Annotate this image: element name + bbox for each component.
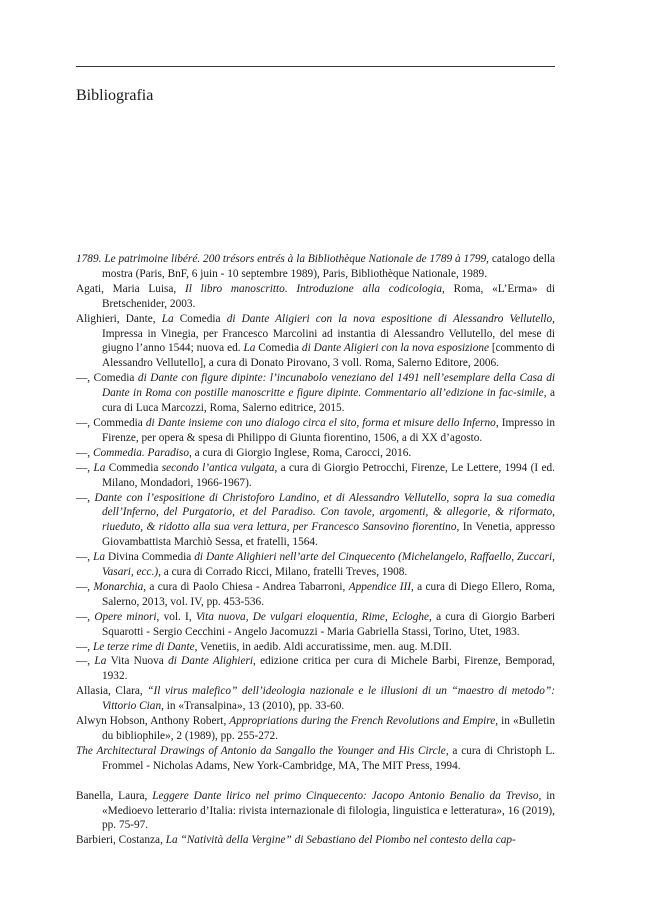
entry-text: , in «Bulletin du bibliophile», 2 (1989), pp. 255-272. <box>102 715 555 742</box>
entry-text: , edizione critica per cura di Michele Barbi, Firenze, Bemporad, 1932. <box>102 655 555 683</box>
entry-italic-text: Opere minori <box>94 610 157 623</box>
entry-text: Commedia <box>93 416 143 429</box>
entry-italic-text: di Dante con figure dipinte: l’incunabolo veneziano del 1491 nell’esemplare della Casa di Dante in Roma con postille manoscritte e figure dipinte. Commentario all’edizione in fac-simile <box>102 372 555 400</box>
bibliography-entry <box>76 550 555 580</box>
entry-text: , In Venetia, appresso Giovambattista Marchiò Sessa, et fratelli, 1564. <box>102 521 556 549</box>
bibliography-entry <box>76 610 555 640</box>
entry-text: —, <box>76 610 95 623</box>
bibliography-entry <box>76 252 555 282</box>
entry-text: Alwyn Hobson, Anthony Robert, <box>76 715 230 728</box>
entry-italic-text: secondo l’antica vulgata <box>158 461 275 474</box>
entry-italic-text: La “Natività della Vergine” di Sebastiano del Piombo nel contesto della cap- <box>165 834 516 847</box>
entry-italic-text: Commedia. Paradiso <box>92 446 189 459</box>
entry-text: , Venetiis, in aedib. Aldi accuratissime, men. aug. M.DII. <box>194 640 452 653</box>
entry-text: Comedia <box>179 312 221 325</box>
bibliography-entry <box>76 654 555 684</box>
entry-text: Alighieri, Dante, <box>76 312 162 325</box>
entry-text: Vita Nuova <box>110 655 164 668</box>
entry-text: Comedia <box>258 342 300 355</box>
entry-italic-text: La <box>93 461 109 474</box>
header-rule <box>76 66 555 67</box>
entry-text: , Impresso in Firenze, per opera & spesa di Philippo di Giunta fiorentino, 1506, a di XX d’agosto. <box>102 416 555 444</box>
entry-italic-text: di Dante insieme con uno dialogo circa el sito, forma et misure dello Inferno <box>142 416 496 429</box>
entry-italic-text: Le terze rime di Dante <box>92 640 195 653</box>
bibliography-entry <box>76 714 555 744</box>
entry-italic-text: di Dante Alighieri <box>163 655 253 668</box>
entry-text: , a cura di Luca Marcozzi, Roma, Salerno editrice, 2015. <box>102 387 555 415</box>
bibliography-entry <box>76 640 555 655</box>
entry-italic-text: Leggere Dante lirico nel primo Cinquecento: Jacopo Antonio Benalio da Treviso <box>152 789 539 802</box>
entry-italic-text: Appendice III <box>348 580 411 593</box>
entry-text: —, <box>76 491 95 504</box>
entry-italic-text: La <box>161 312 180 325</box>
entry-text: , a cura di Paolo Chiesa - Andrea Tabarroni, <box>143 580 349 593</box>
entry-text: Banella, Laura, <box>76 789 153 802</box>
entry-text: —, <box>76 446 93 459</box>
entry-text: —, <box>76 551 94 564</box>
entry-text: , a cura di Corrado Ricci, Milano, fratelli Treves, 1908. <box>158 566 408 579</box>
entry-text: , in «Medioevo letterario d’Italia: rivista internazionale di filologia, linguistica e letteratura», 16 (2019), pp. 75-97. <box>102 789 556 832</box>
entry-italic-text: Vita nuova, De vulgari eloquentia, Rime, Ecloghe <box>195 610 430 623</box>
bibliography-entry <box>76 312 555 372</box>
entry-italic-text: di Dante Alighieri nell’arte del Cinquecento (Michelangelo, Raffaello, Zuccari, Vasari, ecc.) <box>102 551 555 579</box>
entry-text: —, <box>76 461 94 474</box>
bibliography-entry <box>76 461 555 491</box>
bibliography-list <box>76 252 555 848</box>
entry-text: —, <box>76 580 94 593</box>
entry-text: , a cura di Giorgio Barberi Squarotti - Sergio Cecchini - Angelo Jacomuzzi - Maria Gabriella Stassi, Torino, Utet, 1983. <box>102 610 556 638</box>
bibliography-entry <box>76 684 555 714</box>
entry-text: —, <box>76 655 95 668</box>
entry-italic-text: La <box>93 551 108 564</box>
bibliography-entry <box>76 446 555 461</box>
entry-text: Agati, Maria Luisa, <box>76 282 185 295</box>
entry-italic-text: La <box>94 655 111 668</box>
bibliography-entry <box>76 789 555 834</box>
entry-text: —, <box>76 416 94 429</box>
entry-text: , vol. I, <box>156 610 196 623</box>
entry-italic-text: The Architectural Drawings of Antonio da Sangallo the Younger and His Circle <box>76 744 446 757</box>
entry-text: —, <box>76 640 93 653</box>
page-title: Bibliografia <box>76 87 154 104</box>
entry-text: , a cura di Giorgio Petrocchi, Firenze, Le Lettere, 1994 (I ed. Milano, Mondadori, 1966-1967). <box>102 461 555 489</box>
entry-text: , catalogo della mostra (Paris, BnF, 6 juin - 10 septembre 1989), Paris, Bibliothèque Nationale, 1989. <box>102 253 555 280</box>
entry-italic-text: Appropriations during the French Revolutions and Empire <box>229 715 496 728</box>
entry-italic-text: Dante con l’espositione di Christoforo Landino, et di Alessandro Vellutello, sopra la sua comedia dell’Inferno, del Purgatorio, et del Paradiso. Con tavole, argomenti, & allegorie, & riformato, riueduto, & ridotto alla sua vera lettura, per Francesco Sansovino fiorentino <box>94 491 555 534</box>
entry-text: Commedia <box>108 461 159 474</box>
entry-text: , Roma, «L’Erma» di Bretschenider, 2003. <box>102 282 555 310</box>
entry-italic-text: La <box>243 342 259 355</box>
entry-italic-text: di Dante Aligieri con la nova esposizione <box>299 342 490 355</box>
bibliography-entry <box>76 282 555 312</box>
entry-text: , a cura di Christoph L. Frommel - Nicholas Adams, New York-Cambridge, MA, The MIT Press, 1994. <box>102 744 555 772</box>
entry-text: [commento di Alessandro Vellutello], a cura di Donato Pirovano, 3 voll. Roma, Salerno Editore, 2006. <box>102 342 555 370</box>
entry-text: , Impressa in Vinegia, per Francesco Marcolini ad instantia di Alessandro Vellutello, del mese di giugno l’anno 1544; nuova ed. <box>102 312 555 355</box>
bibliography-entry <box>76 416 555 446</box>
bibliography-entry <box>76 371 555 416</box>
bibliography-entry <box>76 744 555 774</box>
entry-text: —, <box>76 372 94 385</box>
entry-text: , a cura di Diego Ellero, Roma, Salerno, 2013, vol. IV, pp. 453-536. <box>102 580 555 608</box>
entry-text: , a cura di Giorgio Inglese, Roma, Carocci, 2016. <box>188 446 412 459</box>
entry-text: Comedia <box>93 372 135 385</box>
entry-italic-text: 1789. Le patrimoine libéré. 200 trésors entrés à la Bibliothèque Nationale de 1789 à 1799 <box>76 253 487 265</box>
entry-text: Divina Commedia <box>108 551 192 564</box>
bibliography-entry <box>76 491 555 551</box>
entry-italic-text: Monarchia <box>93 580 144 593</box>
bibliography-entry <box>76 833 555 848</box>
bibliography-entry <box>76 580 555 610</box>
entry-text: Allasia, Clara, <box>76 685 148 698</box>
entry-text: Barbieri, Costanza, <box>76 834 166 847</box>
entry-italic-text: Il libro manoscritto. Introduzione alla codicologia <box>184 282 443 295</box>
entry-italic-text: “Il virus malefico” dell’ideologia nazionale e le illusioni di un “maestro di metodo”: Vittorio Cian <box>102 685 556 713</box>
entry-text: , in «Transalpina», 13 (2010), pp. 33-60. <box>161 700 345 713</box>
entry-italic-text: di Dante Aligieri con la nova espositione di Alessandro Vellutello <box>220 312 553 325</box>
